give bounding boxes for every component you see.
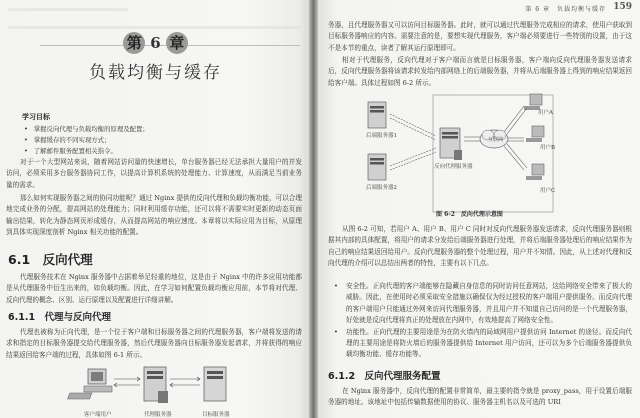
client-computer-icon: [68, 369, 112, 399]
figure-label-user-b: 用户B: [540, 145, 556, 151]
learning-goal-item: • 掌握缓存的不同实现方式；: [24, 135, 149, 146]
chapter-suffix-disc: 章: [166, 32, 188, 54]
user-c-computer-icon: [526, 164, 544, 180]
section-heading-6-1-1: 6.1.1 代理与反向代理: [8, 312, 112, 323]
figure-label-target: 目标服务器: [202, 412, 230, 418]
chapter-heading: [0, 32, 311, 83]
proxy-server-icon: [144, 367, 168, 403]
figure-6-2-diagram: [318, 92, 640, 222]
learning-goals-title: 学习目标: [22, 113, 50, 121]
page-number: 159: [613, 2, 632, 12]
reverse-proxy-server-icon: [440, 128, 462, 160]
figure-label-backend-1: 后端服务器1: [366, 133, 397, 139]
chapter-badge: [123, 32, 187, 54]
running-header: 第 6 章 负载均衡与缓存: [525, 6, 606, 13]
learning-goals-list: [24, 124, 149, 157]
target-server-icon: [204, 367, 226, 401]
reverse-proxy-paragraph: 相对于代理服务，反向代理对于客户端而言就是目标服务器，客户端向反向代理服务器发送请求后，反向代理服务器将该请求转发给内部网络上的后端服务器，并将从后端服务器上得到的响应结果返回给客户端。具体过程如图 6-2 所示。: [328, 56, 632, 87]
section-6-1-1-paragraph: 代理也被称为正向代理，是一个位于客户端和目标服务器之间的代理服务器，客户端将发送的请求和指定的目标服务器提交给代理服务器，然后代理服务器向目标服务器发起请求，并将获得的响应结果返回给客户端的过程，具体如图 6-1 所示。: [6, 328, 302, 359]
left-page: [0, 0, 311, 418]
section-6-1-2-paragraph: 在 Nginx 服务器中，反向代理的配置非常简单，最主要的指令就是 proxy_pass，用于设置后端服务器的地址。该地址中包括传输数据使用的协议、服务器主机名以及可选的 URI: [328, 387, 632, 407]
figure-label-user-c: 用户C: [540, 188, 556, 194]
characteristic-security: • 安全性。正向代理的客户端能够在隐藏自身信息的同时访问任意网站，这给网络安全带来了极大的威胁。因此，在使用时必须采取安全措施以确保仅为经过授权的客户端用户提供服务。而反向代理的客户端用户只能通过外网来访问代理服务器，并且用户并不知道自己访问的是一个代理服务器，好处就是反向代理将真正的处理放在内网中，有效地提高了网络安全性。: [332, 281, 632, 327]
section-heading-6-1: 6.1 反向代理: [8, 252, 93, 267]
continued-paragraph: 务器，且代理服务器又可以访问目标服务器。此时，就可以通过代理服务完成相应的请求，使用户获取到目标服务器响应的内容。需要注意的是，要想实现代理服务，客户端必须要进行一些特别的设置，由于这不是本节的重点，读者了解其运行原理即可。: [328, 21, 632, 52]
section-heading-6-1-2: 6.1.2 反向代理服务配置: [328, 371, 441, 382]
characteristics-list: [332, 281, 632, 361]
intro-paragraph: 对于一个大型网站来说，随着网站访问量的快速增长，单台服务器已经无法承担大量用户的并发访问，必须采用多台服务器协同工作，以提高计算机系统的处理能力、计算速度，从而满足当前业务量的需求。: [6, 158, 302, 189]
figure-label-internet: 互联网: [488, 137, 504, 143]
bleed-through-text: [8, 26, 301, 29]
right-page: [318, 0, 640, 418]
figure-label-proxy: 代理服务器: [144, 412, 172, 418]
user-b-computer-icon: [526, 126, 544, 142]
backend-server-2-icon: [368, 154, 386, 180]
chapter-prefix-disc: 第: [123, 32, 145, 54]
analysis-paragraph: 从图 6-2 可知，若用户 A、用户 B、用户 C 同时对反向代理服务器发送请求，反向代理服务器则根据其内部的具体配置，将用户的请求分发给后端服务器进行处理，并将后端服务器处理后的响应结果作为自己的响应结果返回给用户。反向代理服务器的整个处理过程，用户并不知情。因此，从上述对代理和反向代理的介绍可以总结出两者的特性，主要有以下几点。: [328, 225, 632, 268]
intro-paragraph: 那么如何实现服务器之间的协同功能呢？通过 Nginx 提供的反向代理和负载均衡功能，可以合理地完成业务的分配，提高网站的处理能力；同时利用缓存功能，还可以将不需要实时更新的动态页面输出结果，转化为静态网页形成缓存，从而提高网站的响应速度。本章将以实际应用为目标，从原理到具体实现深度剖析 Nginx 相关功能的配置。: [6, 194, 302, 237]
figure-label-user-a: 用户A: [538, 110, 553, 116]
figure-6-2-caption: 图 6-2 反向代理示意图: [436, 211, 503, 218]
bleed-through-text: [8, 8, 128, 11]
backend-server-1-icon: [368, 102, 386, 128]
figure-label-reverse-proxy: 反向代理服务器: [434, 164, 473, 170]
chapter-number: 6: [150, 34, 161, 52]
learning-goal-item: • 掌握反向代理与负载均衡的原理及配置；: [24, 124, 149, 135]
figure-label-backend-2: 后端服务器2: [366, 185, 397, 191]
chapter-title: 负载均衡与缓存: [89, 63, 222, 83]
characteristic-functionality: • 功能性。正向代理的主要用途是为在防火墙内的局域网用户提供访问 Internet 的途径。而反向代理的主要用途是将防火墙后的服务器提供给 Internet 用户访问，还可以为多个后端服务器提供负载均衡功能、缓存功能等。: [332, 327, 632, 361]
learning-goal-item: • 了解邮件服务配置相关指令。: [24, 146, 149, 157]
connection-arrows: [390, 114, 436, 170]
figure-label-client: 客户端用户: [84, 412, 112, 418]
section-6-1-paragraph: 代理服务技术在 Nginx 服务器中占据着举足轻重的地位，这是由于 Nginx 中的许多应用功能都是从代理服务中衍生出来的，如负载均衡。因此，在学习如何配置负载均衡应用前，本节将对代理、反向代理的概念、区别、运行原理以及配置进行详细讲解。: [6, 273, 302, 304]
